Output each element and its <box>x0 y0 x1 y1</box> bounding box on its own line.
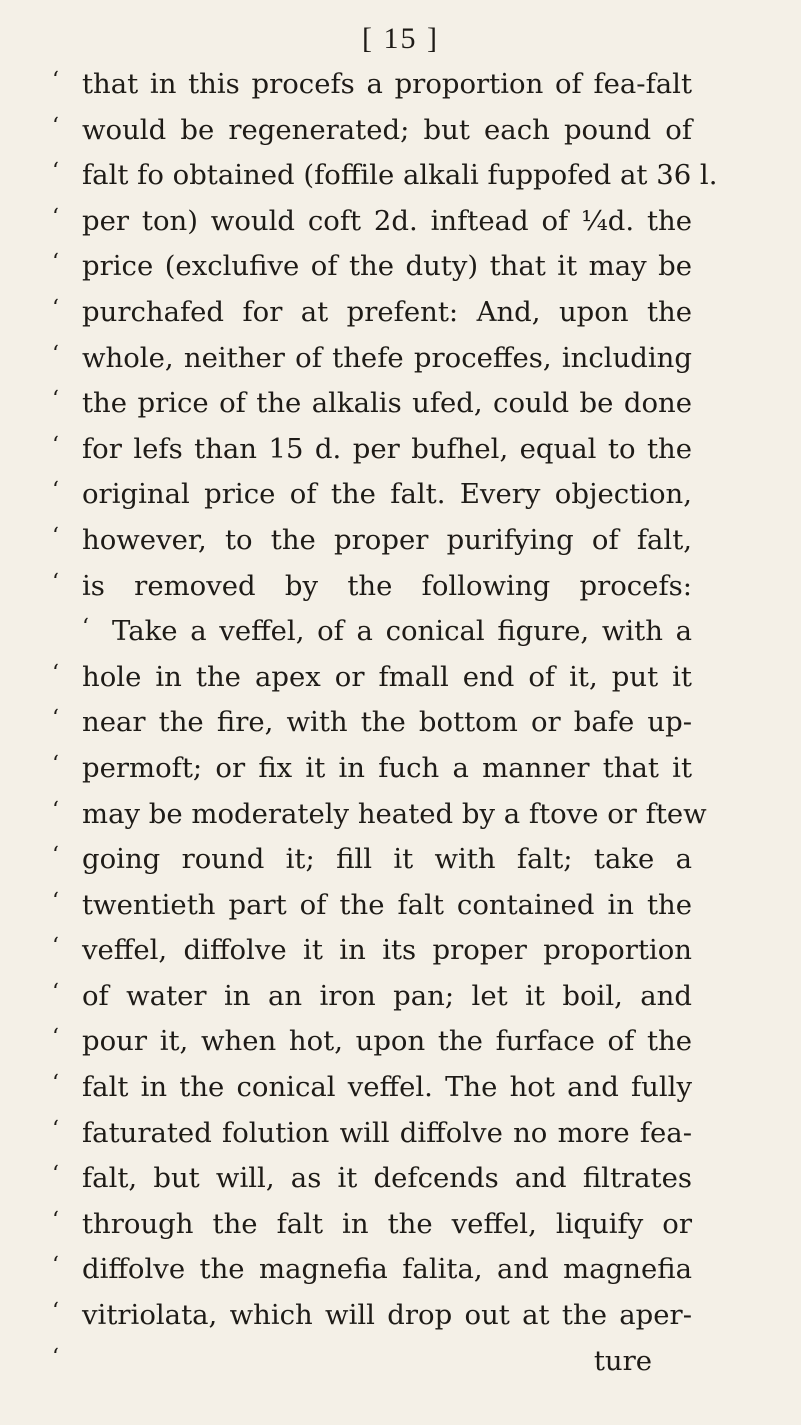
quote-mark: ‘ <box>52 1207 59 1233</box>
line-text: Take a veffel, of a conical figure, with a <box>112 615 692 648</box>
quote-mark: ‘ <box>82 615 89 641</box>
text-line <box>52 883 692 929</box>
text-line <box>52 837 692 883</box>
text-line <box>52 427 692 473</box>
text-line <box>52 472 692 518</box>
text-line <box>52 1339 692 1385</box>
line-text: may be moderately heated by a ftove or ftew <box>82 797 707 830</box>
text-line <box>52 700 692 746</box>
quote-mark: ‘ <box>52 250 59 276</box>
quote-mark: ‘ <box>52 797 59 823</box>
text-line <box>52 1019 692 1065</box>
text-line <box>52 974 692 1020</box>
quote-mark: ‘ <box>52 387 59 413</box>
quote-mark: ‘ <box>52 888 59 914</box>
text-line <box>52 1111 692 1157</box>
quote-mark: ‘ <box>52 569 59 595</box>
text-line <box>52 199 692 245</box>
body-text <box>52 62 718 1384</box>
quote-mark: ‘ <box>52 1025 59 1051</box>
line-text: near the fire, with the bottom or bafe up- <box>82 706 692 739</box>
text-line <box>52 746 692 792</box>
text-line <box>52 564 692 610</box>
text-line <box>52 1156 692 1202</box>
text-line <box>52 290 692 336</box>
line-text: faturated folution will diffolve no more fea- <box>82 1116 692 1149</box>
text-line <box>52 518 692 564</box>
line-text: falt, but will, as it defcends and filtrates <box>82 1162 692 1195</box>
line-text: however, to the proper purifying of falt, <box>82 523 692 556</box>
line-text: through the falt in the veffel, liquify or <box>82 1207 692 1240</box>
line-text: price (exclufive of the duty) that it may be <box>82 250 692 283</box>
quote-mark: ‘ <box>52 341 59 367</box>
line-text: permoft; or fix it in fuch a manner that it <box>82 751 692 784</box>
line-text: twentieth part of the falt contained in the <box>82 888 692 921</box>
quote-mark: ‘ <box>52 934 59 960</box>
quote-mark: ‘ <box>52 979 59 1005</box>
line-text: that in this procefs a proportion of fea-falt <box>82 68 692 100</box>
line-text: would be regenerated; but each pound of <box>82 113 692 146</box>
quote-mark: ‘ <box>52 1162 59 1188</box>
text-line <box>52 655 692 701</box>
quote-mark: ‘ <box>52 843 59 869</box>
quote-mark: ‘ <box>52 751 59 777</box>
line-text: going round it; fill it with falt; take a <box>82 843 692 876</box>
text-line <box>52 1202 692 1248</box>
quote-mark: ‘ <box>52 113 59 139</box>
text-line <box>52 1247 692 1293</box>
quote-mark: ‘ <box>52 68 59 93</box>
line-text: whole, neither of thefe proceffes, including <box>82 341 692 374</box>
quote-mark: ‘ <box>52 1299 59 1325</box>
line-text: is removed by the following procefs: <box>82 569 692 602</box>
text-line <box>52 928 692 974</box>
quote-mark: ‘ <box>52 706 59 732</box>
text-line <box>52 1293 692 1339</box>
quote-mark: ‘ <box>52 660 59 686</box>
line-text: veffel, diffolve it in its proper proportion <box>82 934 692 967</box>
quote-mark: ‘ <box>52 523 59 549</box>
quote-mark: ‘ <box>52 1253 59 1279</box>
line-text: falt in the conical veffel. The hot and fully <box>82 1071 692 1104</box>
quote-mark: ‘ <box>52 1071 59 1097</box>
line-text: hole in the apex or fmall end of it, put it <box>82 660 692 693</box>
line-text: falt fo obtained (foffile alkali fuppofed at 36 l. <box>82 159 718 192</box>
line-text: diffolve the magnefia falita, and magnefia <box>82 1253 692 1286</box>
text-line <box>52 381 692 427</box>
text-line <box>52 609 692 655</box>
line-text: vitriolata, which will drop out at the aper- <box>82 1299 692 1332</box>
quote-mark: ‘ <box>52 478 59 504</box>
page-number-header: [ 15 ] <box>362 22 439 55</box>
text-line <box>52 336 692 382</box>
quote-mark: ‘ <box>52 159 59 185</box>
line-text: ture <box>593 1344 652 1377</box>
line-text: original price of the falt. Every objection, <box>82 478 692 511</box>
text-line <box>52 244 692 290</box>
line-text: purchafed for at prefent: And, upon the <box>82 295 692 328</box>
line-text: pour it, when hot, upon the furface of the <box>82 1025 692 1058</box>
text-line <box>52 792 707 838</box>
line-text: of water in an iron pan; let it boil, and <box>82 979 692 1012</box>
text-line <box>52 153 718 199</box>
line-text: per ton) would coft 2d. inftead of ¼d. the <box>82 204 692 237</box>
quote-mark: ‘ <box>52 1116 59 1142</box>
line-text: the price of the alkalis ufed, could be done <box>82 387 692 420</box>
quote-mark: ‘ <box>52 1344 59 1370</box>
text-line <box>52 1065 692 1111</box>
text-line <box>52 62 692 108</box>
quote-mark: ‘ <box>52 295 59 321</box>
text-line <box>52 108 692 154</box>
quote-mark: ‘ <box>52 432 59 458</box>
line-text: for lefs than 15 d. per bufhel, equal to the <box>82 432 692 465</box>
quote-mark: ‘ <box>52 204 59 230</box>
